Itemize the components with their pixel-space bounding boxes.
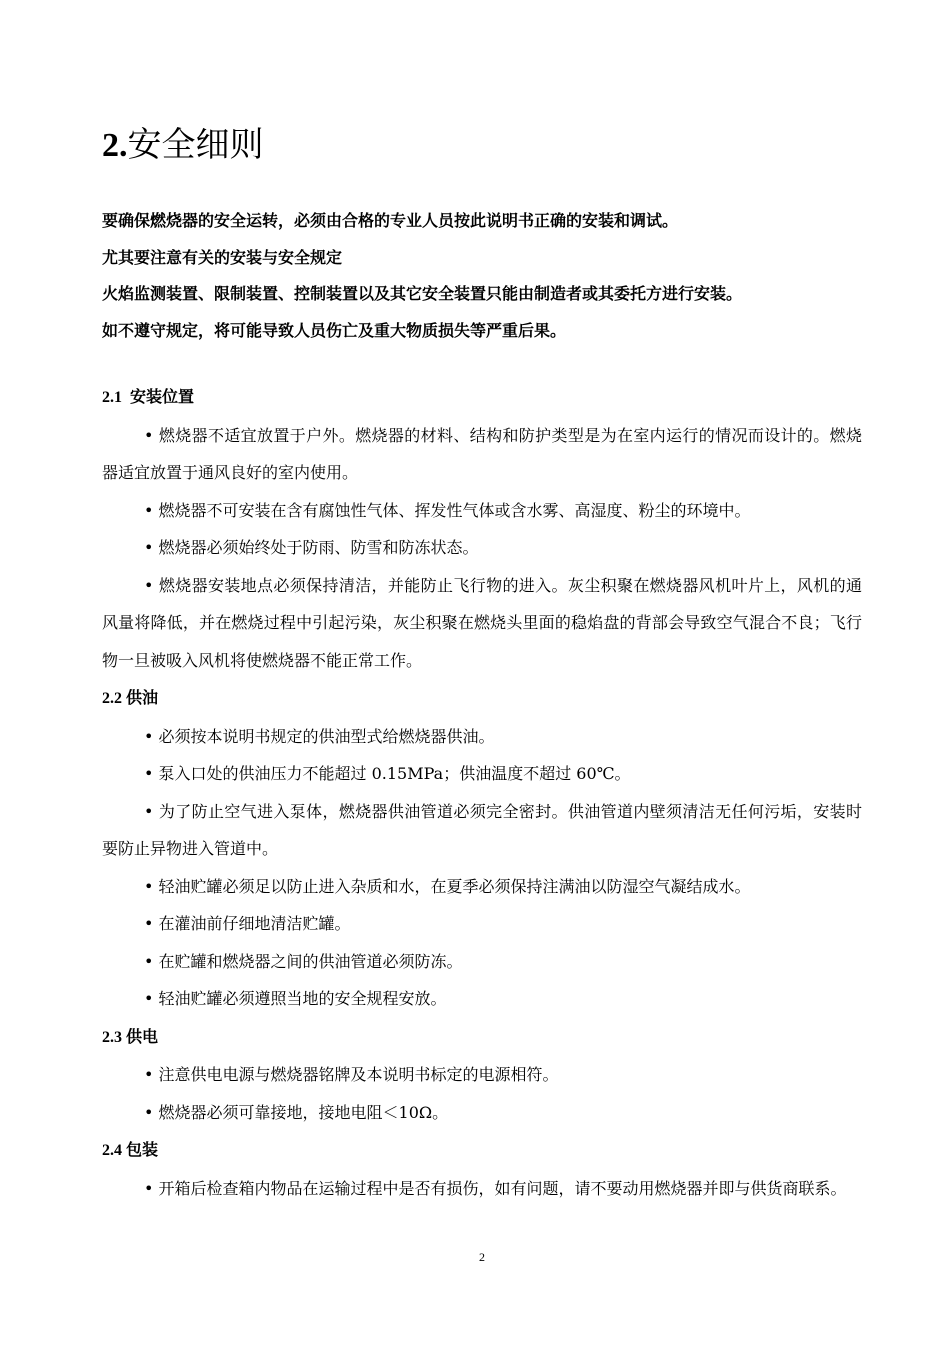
section-install-location xyxy=(102,378,862,679)
section-title: 包装 xyxy=(126,1140,159,1159)
list-item: • 开箱后检查箱内物品在运输过程中是否有损伤，如有问题，请不要动用燃烧器并即与供货商联系。 xyxy=(144,1178,847,1198)
section-packaging xyxy=(102,1131,862,1207)
section-number: 2.4 xyxy=(102,1142,122,1159)
page-title-number: 2. xyxy=(102,127,128,164)
page-title xyxy=(102,121,264,170)
list-item: • 在灌油前仔细地清洁贮罐。 xyxy=(144,914,351,933)
safety-intro xyxy=(102,203,872,349)
section-oil-supply xyxy=(102,679,862,1018)
list-item: • 轻油贮罐必须足以防止进入杂质和水，在夏季必须保持注满油以防湿空气凝结成水。 xyxy=(144,876,751,896)
section-heading xyxy=(102,1018,862,1057)
section-number: 2.1 xyxy=(102,389,122,406)
list-item: • 燃烧器不适宜放置于户外。燃烧器的材料、结构和防护类型是为在室内运行的情况而设计的。燃烧器适宜放置于通风良好的室内使用。 xyxy=(102,425,862,482)
list-item: • 燃烧器安装地点必须保持清洁，并能防止飞行物的进入。灰尘积聚在燃烧器风机叶片上，风机的通风量将降低，并在燃烧过程中引起污染，灰尘积聚在燃烧头里面的稳焰盘的背部会导致空气混合不良；飞行物一旦被吸入风机将使燃烧器不能正常工作。 xyxy=(102,575,862,670)
section-heading xyxy=(102,679,862,718)
section-title: 供电 xyxy=(126,1026,159,1046)
list-item: • 泵入口处的供油压力不能超过 0.15MPa；供油温度不超过 60℃。 xyxy=(144,764,631,783)
intro-line: 火焰监测装置、限制装置、控制装置以及其它安全装置只能由制造者或其委托方进行安装。 xyxy=(102,284,743,303)
list-item: • 燃烧器不可安装在含有腐蚀性气体、挥发性气体或含水雾、高湿度、粉尘的环境中。 xyxy=(144,500,751,520)
list-item: • 必须按本说明书规定的供油型式给燃烧器供油。 xyxy=(144,726,495,746)
list-item: • 在贮罐和燃烧器之间的供油管道必须防冻。 xyxy=(144,951,463,971)
section-heading xyxy=(102,1131,862,1170)
list-item: • 注意供电电源与燃烧器铭牌及本说明书标定的电源相符。 xyxy=(144,1065,559,1084)
list-item: • 燃烧器必须可靠接地，接地电阻＜10Ω。 xyxy=(144,1102,449,1122)
document-body xyxy=(102,378,862,1207)
intro-line: 如不遵守规定，将可能导致人员伤亡及重大物质损失等严重后果。 xyxy=(102,320,567,340)
list-item: • 轻油贮罐必须遵照当地的安全规程安放。 xyxy=(144,989,447,1008)
section-number: 2.3 xyxy=(102,1028,122,1046)
list-item: • 燃烧器必须始终处于防雨、防雪和防冻状态。 xyxy=(144,538,479,557)
page-number: 2 xyxy=(479,1250,485,1264)
section-title: 供油 xyxy=(126,688,159,707)
intro-line: 尤其要注意有关的安装与安全规定 xyxy=(102,247,343,267)
section-number: 2.2 xyxy=(102,690,122,707)
page-title-text: 安全细则 xyxy=(127,125,264,165)
section-heading xyxy=(102,378,862,417)
section-title: 安装位置 xyxy=(130,387,195,406)
section-power-supply xyxy=(102,1018,862,1132)
intro-line: 要确保燃烧器的安全运转，必须由合格的专业人员按此说明书正确的安装和调试。 xyxy=(102,211,679,230)
document-page xyxy=(102,0,862,1345)
list-item: • 为了防止空气进入泵体，燃烧器供油管道必须完全密封。供油管道内壁须清洁无任何污垢，安装时要防止异物进入管道中。 xyxy=(102,801,862,858)
